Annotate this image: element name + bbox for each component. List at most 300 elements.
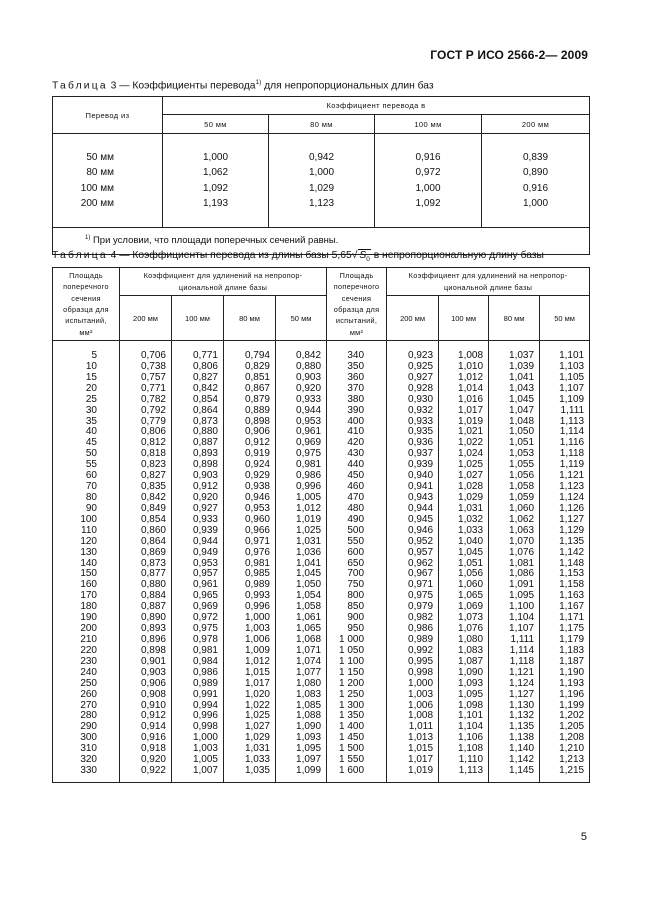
coefficient-cell: 1,100 bbox=[489, 602, 540, 613]
area-cell: 30 bbox=[53, 406, 120, 417]
coefficient-cell: 0,949 bbox=[172, 548, 224, 559]
coefficient-cell: 0,998 bbox=[387, 668, 439, 679]
sqrt-symbol: √ $S_0$ bbox=[351, 250, 370, 264]
coefficient-cell: 1,025 bbox=[276, 526, 327, 537]
coefficient-cell: 1,043 bbox=[489, 384, 540, 395]
coefficient-cell: 0,992 bbox=[387, 646, 439, 657]
table3-col-group: Коэффициент перевода в bbox=[163, 97, 590, 115]
coefficient-cell: 1,090 bbox=[439, 668, 489, 679]
coefficient-cell: 1,193 bbox=[540, 679, 590, 690]
coefficient-cell: 1,012 bbox=[439, 373, 489, 384]
table4-col-header: 80 мм bbox=[489, 296, 540, 341]
coefficient-cell: 1,091 bbox=[489, 580, 540, 591]
coefficient-cell: 0,873 bbox=[120, 559, 172, 570]
table3 bbox=[52, 96, 590, 255]
table-row bbox=[53, 150, 590, 166]
table3-label: Таблица bbox=[52, 80, 108, 92]
table4-area-header-right bbox=[327, 268, 387, 341]
coefficient-cell: 0,927 bbox=[172, 504, 224, 515]
table3-col-header: 100 мм bbox=[375, 115, 482, 134]
coefficient-cell: 0,935 bbox=[387, 427, 439, 438]
coefficient-cell: 1,012 bbox=[276, 504, 327, 515]
area-cell: 1 550 bbox=[327, 755, 387, 766]
area-cell: 80 bbox=[53, 493, 120, 504]
coefficient-cell: 1,118 bbox=[489, 657, 540, 668]
coefficient-cell: 0,966 bbox=[224, 526, 276, 537]
table-cell: 1,000 bbox=[482, 196, 590, 212]
coefficient-cell: 0,998 bbox=[172, 722, 224, 733]
area-cell: 190 bbox=[53, 613, 120, 624]
coefficient-cell: 1,108 bbox=[439, 744, 489, 755]
coefficient-cell: 0,771 bbox=[172, 351, 224, 362]
table-cell: 1,062 bbox=[163, 165, 269, 181]
table4 bbox=[52, 267, 590, 783]
coefficient-cell: 1,051 bbox=[489, 438, 540, 449]
coefficient-cell: 1,031 bbox=[276, 537, 327, 548]
coefficient-cell: 0,938 bbox=[224, 482, 276, 493]
coefficient-cell: 0,920 bbox=[276, 384, 327, 395]
area-cell: 230 bbox=[53, 657, 120, 668]
coefficient-cell: 0,946 bbox=[224, 493, 276, 504]
coefficient-cell: 1,171 bbox=[540, 613, 590, 624]
coefficient-cell: 1,124 bbox=[540, 493, 590, 504]
coefficient-cell: 1,073 bbox=[439, 613, 489, 624]
table4-label: Таблица bbox=[52, 250, 108, 261]
area-cell: 700 bbox=[327, 569, 387, 580]
coefficient-cell: 1,036 bbox=[276, 548, 327, 559]
coefficient-cell: 0,933 bbox=[276, 395, 327, 406]
coefficient-cell: 0,945 bbox=[387, 515, 439, 526]
coefficient-cell: 0,757 bbox=[120, 373, 172, 384]
area-cell: 310 bbox=[53, 744, 120, 755]
coefficient-cell: 0,933 bbox=[172, 515, 224, 526]
header-line: циональной длине базы bbox=[443, 282, 533, 292]
coefficient-cell: 1,121 bbox=[489, 668, 540, 679]
area-cell: 300 bbox=[53, 733, 120, 744]
table-cell: 0,839 bbox=[482, 150, 590, 166]
coefficient-cell: 1,003 bbox=[387, 690, 439, 701]
area-cell: 430 bbox=[327, 449, 387, 460]
area-cell: 490 bbox=[327, 515, 387, 526]
coefficient-cell: 0,940 bbox=[387, 471, 439, 482]
table-row bbox=[53, 196, 590, 212]
coefficient-cell: 1,054 bbox=[276, 591, 327, 602]
table4-title: — Коэффициенты перевода из длины базы 5,65 bbox=[119, 250, 352, 261]
coefficient-cell: 1,022 bbox=[439, 438, 489, 449]
table-cell: 1,000 bbox=[269, 165, 375, 181]
coefficient-cell: 1,019 bbox=[276, 515, 327, 526]
coefficient-cell: 1,031 bbox=[224, 744, 276, 755]
area-cell: 280 bbox=[53, 711, 120, 722]
area-cell: 50 bbox=[53, 449, 120, 460]
area-cell: 1 500 bbox=[327, 744, 387, 755]
coefficient-cell: 1,005 bbox=[276, 493, 327, 504]
coefficient-cell: 1,080 bbox=[439, 635, 489, 646]
header-line: испытаний, bbox=[65, 316, 107, 326]
coefficient-cell: 1,047 bbox=[489, 406, 540, 417]
area-cell: 470 bbox=[327, 493, 387, 504]
coefficient-cell: 0,936 bbox=[387, 438, 439, 449]
coefficient-cell: 1,028 bbox=[439, 482, 489, 493]
coefficient-cell: 1,129 bbox=[540, 526, 590, 537]
coefficient-cell: 0,794 bbox=[224, 351, 276, 362]
coefficient-cell: 0,823 bbox=[120, 460, 172, 471]
coefficient-cell: 0,969 bbox=[172, 602, 224, 613]
coefficient-cell: 0,910 bbox=[120, 701, 172, 712]
area-cell: 1 450 bbox=[327, 733, 387, 744]
coefficient-cell: 1,055 bbox=[489, 460, 540, 471]
header-line: сечения bbox=[341, 293, 372, 303]
coefficient-cell: 1,025 bbox=[439, 460, 489, 471]
coefficient-cell: 0,925 bbox=[387, 362, 439, 373]
coefficient-cell: 0,976 bbox=[224, 548, 276, 559]
coefficient-cell: 0,993 bbox=[224, 591, 276, 602]
coefficient-cell: 1,101 bbox=[439, 711, 489, 722]
coefficient-cell: 1,053 bbox=[489, 449, 540, 460]
coefficient-cell: 1,060 bbox=[439, 580, 489, 591]
area-cell: 800 bbox=[327, 591, 387, 602]
coefficient-cell: 0,738 bbox=[120, 362, 172, 373]
table-cell: 0,916 bbox=[375, 150, 482, 166]
coefficient-cell: 1,012 bbox=[224, 657, 276, 668]
coefficient-cell: 0,914 bbox=[120, 722, 172, 733]
header-line: циональной длине базы bbox=[178, 282, 268, 292]
table4-number: 4 bbox=[110, 250, 117, 261]
coefficient-cell: 1,063 bbox=[489, 526, 540, 537]
coefficient-cell: 0,953 bbox=[172, 559, 224, 570]
coefficient-cell: 1,017 bbox=[439, 406, 489, 417]
table3-title-end: для непропорциональных длин баз bbox=[261, 80, 434, 92]
coefficient-cell: 0,901 bbox=[120, 657, 172, 668]
coefficient-cell: 1,014 bbox=[439, 384, 489, 395]
coefficient-cell: 0,979 bbox=[387, 602, 439, 613]
area-cell: 250 bbox=[53, 679, 120, 690]
table4-group-header-left bbox=[120, 268, 327, 296]
header-line: сечения bbox=[71, 293, 101, 303]
coefficient-cell: 0,969 bbox=[276, 438, 327, 449]
coefficient-cell: 0,893 bbox=[172, 449, 224, 460]
table-cell: 1,193 bbox=[163, 196, 269, 212]
table-cell: 0,890 bbox=[482, 165, 590, 181]
coefficient-cell: 0,842 bbox=[120, 493, 172, 504]
area-cell: 360 bbox=[327, 373, 387, 384]
table4-caption bbox=[52, 250, 544, 263]
coefficient-cell: 0,806 bbox=[120, 427, 172, 438]
title-subscript: 0 bbox=[366, 256, 370, 264]
coefficient-cell: 1,199 bbox=[540, 701, 590, 712]
header-line: Площадь bbox=[339, 271, 374, 281]
coefficient-cell: 1,132 bbox=[489, 711, 540, 722]
coefficient-cell: 0,961 bbox=[276, 427, 327, 438]
coefficient-cell: 1,135 bbox=[540, 537, 590, 548]
table-cell: 1,092 bbox=[163, 181, 269, 197]
coefficient-cell: 0,986 bbox=[172, 668, 224, 679]
coefficient-cell: 1,167 bbox=[540, 602, 590, 613]
coefficient-cell: 0,919 bbox=[224, 449, 276, 460]
area-cell: 950 bbox=[327, 624, 387, 635]
coefficient-cell: 0,920 bbox=[172, 493, 224, 504]
coefficient-cell: 1,056 bbox=[439, 569, 489, 580]
coefficient-cell: 1,069 bbox=[439, 602, 489, 613]
coefficient-cell: 0,982 bbox=[387, 613, 439, 624]
table-row bbox=[53, 679, 590, 690]
coefficient-cell: 0,842 bbox=[172, 384, 224, 395]
coefficient-cell: 0,996 bbox=[172, 711, 224, 722]
coefficient-cell: 1,097 bbox=[276, 755, 327, 766]
coefficient-cell: 1,076 bbox=[489, 548, 540, 559]
table3-caption bbox=[52, 79, 434, 91]
coefficient-cell: 1,138 bbox=[489, 733, 540, 744]
coefficient-cell: 0,923 bbox=[387, 351, 439, 362]
coefficient-cell: 1,081 bbox=[489, 559, 540, 570]
area-cell: 400 bbox=[327, 417, 387, 428]
coefficient-cell: 1,039 bbox=[489, 362, 540, 373]
area-cell: 350 bbox=[327, 362, 387, 373]
coefficient-cell: 0,984 bbox=[172, 657, 224, 668]
coefficient-cell: 1,071 bbox=[276, 646, 327, 657]
area-cell: 160 bbox=[53, 580, 120, 591]
coefficient-cell: 0,867 bbox=[224, 384, 276, 395]
coefficient-cell: 1,011 bbox=[387, 722, 439, 733]
table4-col-header: 100 мм bbox=[439, 296, 489, 341]
coefficient-cell: 1,095 bbox=[439, 690, 489, 701]
coefficient-cell: 0,991 bbox=[172, 690, 224, 701]
coefficient-cell: 0,912 bbox=[172, 482, 224, 493]
table3-col-header: 50 мм bbox=[163, 115, 269, 134]
coefficient-cell: 1,059 bbox=[489, 493, 540, 504]
area-cell: 170 bbox=[53, 591, 120, 602]
area-cell: 600 bbox=[327, 548, 387, 559]
coefficient-cell: 1,135 bbox=[489, 722, 540, 733]
coefficient-cell: 0,960 bbox=[224, 515, 276, 526]
coefficient-cell: 0,937 bbox=[387, 449, 439, 460]
area-cell: 45 bbox=[53, 438, 120, 449]
coefficient-cell: 1,083 bbox=[439, 646, 489, 657]
coefficient-cell: 1,006 bbox=[387, 701, 439, 712]
coefficient-cell: 0,864 bbox=[120, 537, 172, 548]
coefficient-cell: 1,213 bbox=[540, 755, 590, 766]
table4-col-header: 100 мм bbox=[172, 296, 224, 341]
coefficient-cell: 0,880 bbox=[172, 427, 224, 438]
area-cell: 900 bbox=[327, 613, 387, 624]
coefficient-cell: 1,111 bbox=[540, 406, 590, 417]
coefficient-cell: 1,148 bbox=[540, 559, 590, 570]
coefficient-cell: 1,070 bbox=[489, 537, 540, 548]
area-cell: 330 bbox=[53, 766, 120, 777]
area-cell: 750 bbox=[327, 580, 387, 591]
coefficient-cell: 0,898 bbox=[120, 646, 172, 657]
coefficient-cell: 1,031 bbox=[439, 504, 489, 515]
coefficient-cell: 1,003 bbox=[172, 744, 224, 755]
coefficient-cell: 1,021 bbox=[439, 427, 489, 438]
coefficient-cell: 1,003 bbox=[224, 624, 276, 635]
coefficient-cell: 0,957 bbox=[387, 548, 439, 559]
coefficient-cell: 1,205 bbox=[540, 722, 590, 733]
coefficient-cell: 0,975 bbox=[387, 591, 439, 602]
coefficient-cell: 1,025 bbox=[224, 711, 276, 722]
table-cell: 1,000 bbox=[163, 150, 269, 166]
coefficient-cell: 0,989 bbox=[387, 635, 439, 646]
table4-col-header: 200 мм bbox=[387, 296, 439, 341]
area-cell: 1 600 bbox=[327, 766, 387, 777]
coefficient-cell: 0,912 bbox=[120, 711, 172, 722]
coefficient-cell: 1,127 bbox=[540, 515, 590, 526]
coefficient-cell: 1,077 bbox=[276, 668, 327, 679]
table-cell: 0,972 bbox=[375, 165, 482, 181]
coefficient-cell: 1,190 bbox=[540, 668, 590, 679]
coefficient-cell: 1,019 bbox=[387, 766, 439, 777]
area-cell: 15 bbox=[53, 373, 120, 384]
coefficient-cell: 1,116 bbox=[540, 438, 590, 449]
area-cell: 550 bbox=[327, 537, 387, 548]
coefficient-cell: 1,045 bbox=[439, 548, 489, 559]
row-label: 80 мм bbox=[53, 165, 163, 181]
table3-title-footnote-mark: 1) bbox=[255, 79, 262, 86]
coefficient-cell: 1,196 bbox=[540, 690, 590, 701]
coefficient-cell: 1,099 bbox=[276, 766, 327, 777]
coefficient-cell: 1,076 bbox=[439, 624, 489, 635]
coefficient-cell: 1,142 bbox=[489, 755, 540, 766]
row-label: 200 мм bbox=[53, 196, 163, 212]
header-line: испытаний, bbox=[335, 316, 378, 326]
coefficient-cell: 0,906 bbox=[120, 679, 172, 690]
coefficient-cell: 0,854 bbox=[172, 395, 224, 406]
coefficient-cell: 0,941 bbox=[387, 482, 439, 493]
coefficient-cell: 0,912 bbox=[224, 438, 276, 449]
table-row bbox=[53, 165, 590, 181]
coefficient-cell: 1,113 bbox=[540, 417, 590, 428]
coefficient-cell: 1,029 bbox=[224, 733, 276, 744]
coefficient-cell: 1,124 bbox=[489, 679, 540, 690]
area-cell: 10 bbox=[53, 362, 120, 373]
table-row bbox=[53, 690, 590, 701]
coefficient-cell: 1,130 bbox=[489, 701, 540, 712]
area-cell: 480 bbox=[327, 504, 387, 515]
table-cell: 1,123 bbox=[269, 196, 375, 212]
coefficient-cell: 1,106 bbox=[439, 733, 489, 744]
area-cell: 120 bbox=[53, 537, 120, 548]
coefficient-cell: 0,971 bbox=[387, 580, 439, 591]
coefficient-cell: 1,104 bbox=[489, 613, 540, 624]
coefficient-cell: 0,880 bbox=[120, 580, 172, 591]
coefficient-cell: 0,965 bbox=[172, 591, 224, 602]
coefficient-cell: 1,087 bbox=[439, 657, 489, 668]
coefficient-cell: 0,889 bbox=[224, 406, 276, 417]
coefficient-cell: 1,107 bbox=[540, 384, 590, 395]
coefficient-cell: 0,930 bbox=[387, 395, 439, 406]
area-cell: 270 bbox=[53, 701, 120, 712]
coefficient-cell: 1,140 bbox=[489, 744, 540, 755]
coefficient-cell: 0,884 bbox=[120, 591, 172, 602]
area-cell: 390 bbox=[327, 406, 387, 417]
area-cell: 1 150 bbox=[327, 668, 387, 679]
coefficient-cell: 0,946 bbox=[387, 526, 439, 537]
coefficient-cell: 1,022 bbox=[224, 701, 276, 712]
coefficient-cell: 1,040 bbox=[439, 537, 489, 548]
coefficient-cell: 1,187 bbox=[540, 657, 590, 668]
coefficient-cell: 0,996 bbox=[276, 482, 327, 493]
coefficient-cell: 1,017 bbox=[224, 679, 276, 690]
coefficient-cell: 0,924 bbox=[224, 460, 276, 471]
area-cell: 850 bbox=[327, 602, 387, 613]
coefficient-cell: 0,927 bbox=[387, 373, 439, 384]
table4-col-header: 200 мм bbox=[120, 296, 172, 341]
header-line: Площадь bbox=[69, 271, 103, 281]
coefficient-cell: 0,864 bbox=[172, 406, 224, 417]
coefficient-cell: 1,020 bbox=[224, 690, 276, 701]
coefficient-cell: 1,009 bbox=[224, 646, 276, 657]
coefficient-cell: 0,981 bbox=[276, 460, 327, 471]
coefficient-cell: 1,088 bbox=[276, 711, 327, 722]
area-cell: 650 bbox=[327, 559, 387, 570]
coefficient-cell: 1,210 bbox=[540, 744, 590, 755]
coefficient-cell: 1,163 bbox=[540, 591, 590, 602]
area-cell: 1 200 bbox=[327, 679, 387, 690]
coefficient-cell: 0,928 bbox=[387, 384, 439, 395]
coefficient-cell: 0,939 bbox=[172, 526, 224, 537]
coefficient-cell: 0,918 bbox=[120, 744, 172, 755]
table3-col-from: Перевод из bbox=[53, 97, 163, 134]
coefficient-cell: 0,880 bbox=[276, 362, 327, 373]
coefficient-cell: 0,981 bbox=[172, 646, 224, 657]
area-cell: 410 bbox=[327, 427, 387, 438]
coefficient-cell: 0,916 bbox=[120, 733, 172, 744]
coefficient-cell: 1,016 bbox=[439, 395, 489, 406]
area-cell: 200 bbox=[53, 624, 120, 635]
coefficient-cell: 0,996 bbox=[224, 602, 276, 613]
coefficient-cell: 1,175 bbox=[540, 624, 590, 635]
area-cell: 5 bbox=[53, 351, 120, 362]
coefficient-cell: 0,771 bbox=[120, 384, 172, 395]
area-cell: 260 bbox=[53, 690, 120, 701]
table4-title-end: в непропорциональную длину базы bbox=[370, 250, 544, 261]
coefficient-cell: 1,029 bbox=[439, 493, 489, 504]
area-cell: 340 bbox=[327, 351, 387, 362]
area-cell: 500 bbox=[327, 526, 387, 537]
coefficient-cell: 1,101 bbox=[540, 351, 590, 362]
coefficient-cell: 0,898 bbox=[172, 460, 224, 471]
coefficient-cell: 1,065 bbox=[439, 591, 489, 602]
coefficient-cell: 1,119 bbox=[540, 460, 590, 471]
header-line: мм² bbox=[79, 327, 93, 337]
coefficient-cell: 0,953 bbox=[276, 417, 327, 428]
coefficient-cell: 1,000 bbox=[387, 679, 439, 690]
coefficient-cell: 0,939 bbox=[387, 460, 439, 471]
coefficient-cell: 0,896 bbox=[120, 635, 172, 646]
coefficient-cell: 1,033 bbox=[224, 755, 276, 766]
coefficient-cell: 1,107 bbox=[489, 624, 540, 635]
area-cell: 130 bbox=[53, 548, 120, 559]
table-row bbox=[53, 181, 590, 197]
coefficient-cell: 0,898 bbox=[224, 417, 276, 428]
table-row bbox=[53, 624, 590, 635]
table4-area-header-left bbox=[53, 268, 120, 341]
coefficient-cell: 1,061 bbox=[276, 613, 327, 624]
coefficient-cell: 1,000 bbox=[172, 733, 224, 744]
coefficient-cell: 1,093 bbox=[439, 679, 489, 690]
area-cell: 1 400 bbox=[327, 722, 387, 733]
coefficient-cell: 0,849 bbox=[120, 504, 172, 515]
coefficient-cell: 0,978 bbox=[172, 635, 224, 646]
coefficient-cell: 1,103 bbox=[540, 362, 590, 373]
coefficient-cell: 1,032 bbox=[439, 515, 489, 526]
coefficient-cell: 1,183 bbox=[540, 646, 590, 657]
header-line: Коэффициент для удлинений на непропор- bbox=[408, 271, 568, 281]
area-cell: 90 bbox=[53, 504, 120, 515]
coefficient-cell: 1,085 bbox=[276, 701, 327, 712]
coefficient-cell: 1,027 bbox=[439, 471, 489, 482]
coefficient-cell: 0,971 bbox=[224, 537, 276, 548]
